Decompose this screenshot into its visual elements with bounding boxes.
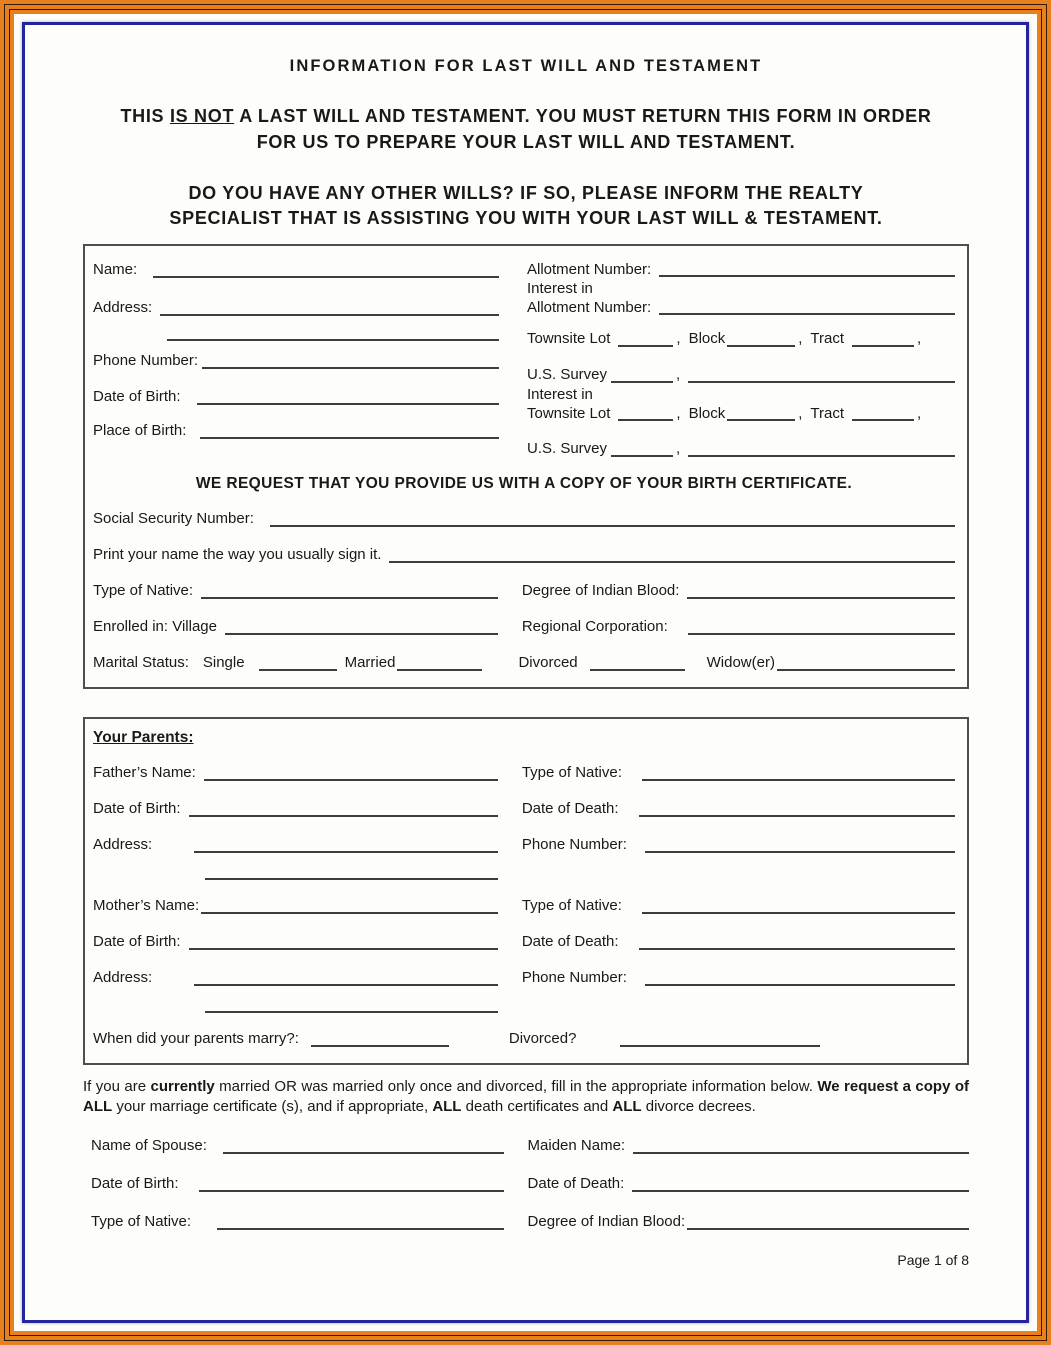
address-label: Address: [93,299,153,316]
note-text: death certificates and [461,1097,613,1115]
divorced-field-line[interactable] [590,668,685,671]
empty-cell [522,877,955,882]
warning-text-post: A LAST WILL AND TESTAMENT. YOU MUST RETURN THIS FORM IN ORDER FOR US TO PREPARE YOUR LAST WILL AND TESTAMENT. [234,106,932,152]
comma: , [917,405,922,422]
pob-label: Place of Birth: [93,422,187,439]
father-address-continued [93,877,498,882]
dob-label: Date of Birth: [93,388,181,405]
us-survey-line-2a[interactable] [611,454,673,457]
spouse-native-field-line[interactable] [217,1227,503,1230]
comma: , [676,440,681,457]
block-line[interactable] [727,344,795,347]
father-address2-row [93,877,955,882]
personal-columns [93,260,955,459]
interest-in-label: Interest in [527,386,593,403]
comma: , [917,330,922,347]
ssn-row [93,509,955,529]
allotment-label: Allotment Number: [527,261,652,278]
parents-marry-row [93,1029,955,1049]
mother-dob-field-line[interactable] [189,947,498,950]
father-dob-field-line[interactable] [189,814,498,817]
comma: , [798,405,803,422]
townsite-lot-line[interactable] [618,344,673,347]
note-bold-all-1: ALL [432,1097,462,1115]
us-survey-row-1 [527,365,955,385]
dob-row [93,387,499,407]
father-address [93,835,498,855]
father-dod [522,799,955,819]
townsite-label: Townsite Lot [527,405,611,422]
dod-label: Date of Death: [527,1175,625,1192]
interest-in-label: Interest in [527,280,593,297]
address-row [93,298,499,318]
form-title: INFORMATION FOR LAST WILL AND TESTAMENT [289,57,763,75]
enrolled-label: Enrolled in: Village [93,618,217,635]
comma: , [676,405,681,422]
dob-label: Date of Birth: [93,933,181,950]
regional-corp-label: Regional Corporation: [521,618,668,635]
native-degree-row [93,581,955,601]
spouse-degree [528,1212,969,1232]
spouse-name [91,1136,504,1156]
mother-dod [522,932,955,952]
mother-address-field-line[interactable] [194,983,498,986]
parents-divorced-field-line[interactable] [620,1044,820,1047]
print-name-label: Print your name the way you usually sign it. [93,546,382,563]
note-bold-all-2: ALL [612,1097,642,1115]
father-phone [522,835,955,855]
father-name [93,763,498,783]
marriage-instructions [83,1077,969,1116]
father-address-field-line-2[interactable] [205,877,498,880]
regional-corp-field-line[interactable] [688,632,955,635]
parents-box [83,717,969,1065]
mother-address2-row [93,1010,955,1015]
mother-phone-field-line[interactable] [645,983,955,986]
comma: , [676,366,681,383]
father-phone-field-line[interactable] [645,850,955,853]
ssn-field-line[interactable] [270,524,955,527]
spouse-dates-row [83,1174,969,1194]
print-name-row [93,545,955,565]
us-survey-line-a[interactable] [611,380,673,383]
pob-row [93,421,499,441]
married-label: Married [344,654,396,671]
personal-info-box [83,244,969,689]
comma: , [798,330,803,347]
other-wills-notice: DO YOU HAVE ANY OTHER WILLS? IF SO, PLEASE INFORM THE REALTY SPECIALIST THAT IS ASSISTING YOU WITH YOUR LAST WILL & TESTAMENT. [169,183,883,228]
phone-label: Phone Number: [93,352,199,369]
type-of-native-label: Type of Native: [91,1213,192,1230]
marital-status-label: Marital Status: [93,654,189,671]
interest-allotment-field-line[interactable] [659,312,955,315]
address-field-line[interactable] [160,313,499,316]
address-continued-row [93,338,499,343]
father-address-field-line[interactable] [194,850,498,853]
us-survey-line-2b[interactable] [688,454,955,457]
spouse-name-row [83,1136,969,1156]
townsite-row-2 [527,404,955,423]
interest-allotment-row [527,298,955,317]
phone-field-line[interactable] [202,366,499,369]
note-text: divorce decrees. [641,1097,756,1115]
enrolled-row [93,617,498,637]
mother-name [93,896,498,916]
father-name-row [93,763,955,783]
ssn-label: Social Security Number: [93,510,254,527]
father-native-field-line[interactable] [642,778,955,781]
tract-label: Tract [810,330,845,347]
content-area [22,22,1029,1323]
mother-address [93,968,498,988]
mother-dates-row [93,932,955,952]
parents-heading: Your Parents: [93,729,194,746]
single-label: Single [202,654,245,671]
block-line-2[interactable] [727,418,795,421]
name-label: Name: [93,261,138,278]
maiden-name-field-line[interactable] [633,1151,969,1154]
spouse-dob-field-line[interactable] [199,1189,504,1192]
mother-address-continued [93,1010,498,1015]
interest-in-line-2 [527,385,955,404]
personal-left-column [93,260,499,459]
mother-name-label: Mother’s Name: [93,897,200,914]
degree-blood-field-line[interactable] [687,596,955,599]
note-text: married OR was married only once and divorced, fill in the appropriate information below. [214,1078,818,1095]
block-label: Block [688,405,726,422]
townsite-label: Townsite Lot [527,330,611,347]
mother-phone [522,968,955,988]
father-address-row [93,835,955,855]
us-survey-line-b[interactable] [688,380,955,383]
empty-cell [522,1010,955,1015]
townsite-row-1 [527,329,955,349]
spouse-native [91,1212,504,1232]
dob-field-line[interactable] [197,402,499,405]
divorced-label: Divorced [518,654,578,671]
note-bold-request: We request a copy of ALL [83,1078,970,1115]
not-a-will-warning [111,103,941,155]
mother-address-field-line-2[interactable] [205,1010,498,1013]
warning-text-underlined: IS NOT [169,106,235,126]
divorced-question-label: Divorced? [508,1030,577,1047]
note-text: your marriage certificate (s), and if appropriate, [112,1097,433,1115]
father-native [522,763,955,783]
father-dod-field-line[interactable] [639,814,955,817]
spouse-native-row [83,1212,969,1232]
type-of-native-field-line[interactable] [201,596,498,599]
personal-right-column [527,260,955,459]
phone-label: Phone Number: [521,969,627,986]
enrolled-field-line[interactable] [225,632,498,635]
widow-field-line[interactable] [777,668,955,671]
marry-field-line[interactable] [311,1044,449,1047]
father-dates-row [93,799,955,819]
interest-in-line-1 [527,279,955,298]
type-of-native-label: Type of Native: [521,764,622,781]
spouse-name-label: Name of Spouse: [91,1137,207,1154]
marital-status-row [93,653,955,673]
tract-label: Tract [810,405,845,422]
tract-line[interactable] [852,344,914,347]
block-label: Block [688,330,726,347]
spouse-degree-field-line[interactable] [687,1227,969,1230]
degree-blood-label: Degree of Indian Blood: [527,1213,686,1230]
maiden-name-label: Maiden Name: [527,1137,626,1154]
maiden-name [528,1136,969,1156]
address-label: Address: [93,969,153,986]
father-name-field-line[interactable] [204,778,498,781]
us-survey-row-2 [527,439,955,459]
townsite-lot-line-2[interactable] [618,418,673,421]
spouse-name-field-line[interactable] [223,1151,504,1154]
name-field-line[interactable] [153,275,499,278]
print-name-field-line[interactable] [389,560,955,563]
comma: , [676,330,681,347]
type-of-native-label: Type of Native: [93,582,194,599]
note-bold-currently: currently [150,1078,215,1095]
father-name-label: Father’s Name: [93,764,196,781]
spouse-dob [91,1174,504,1194]
father-dob [93,799,498,819]
type-of-native-label: Type of Native: [521,897,622,914]
spouse-dod-field-line[interactable] [632,1189,969,1192]
widow-label: Widow(er) [706,654,775,671]
pob-field-line[interactable] [200,436,499,439]
mother-address-row [93,968,955,988]
married-field-line[interactable] [397,668,482,671]
enrolled-corp-row [93,617,955,637]
dod-label: Date of Death: [521,800,619,817]
birth-certificate-note: WE REQUEST THAT YOU PROVIDE US WITH A COPY OF YOUR BIRTH CERTIFICATE. [195,475,853,492]
address-field-line-2[interactable] [167,338,499,341]
dob-label: Date of Birth: [91,1175,179,1192]
marry-question-label: When did your parents marry?: [93,1030,299,1047]
mother-name-field-line[interactable] [201,911,498,914]
mother-dod-field-line[interactable] [639,947,955,950]
address-label: Address: [93,836,153,853]
mother-name-row [93,896,955,916]
note-text: If you are [83,1078,151,1095]
dod-label: Date of Death: [521,933,619,950]
interest-allotment-label: Allotment Number: [527,299,652,316]
us-survey-label: U.S. Survey [527,366,608,383]
degree-blood-label: Degree of Indian Blood: [521,582,680,599]
single-field-line[interactable] [259,668,337,671]
warning-text-pre: THIS [120,106,170,126]
mother-native [522,896,955,916]
mother-native-field-line[interactable] [642,911,955,914]
mother-dob [93,932,498,952]
allotment-field-line[interactable] [659,274,955,277]
degree-blood-row [522,581,955,601]
allotment-row [527,260,955,279]
name-row [93,260,499,280]
dob-label: Date of Birth: [93,800,181,817]
spouse-dod [528,1174,969,1194]
regional-corp-row [522,617,955,637]
tract-line-2[interactable] [852,418,914,421]
phone-row [93,351,499,371]
page-number: Page 1 of 8 [897,1252,969,1268]
phone-label: Phone Number: [521,836,627,853]
type-of-native-row [93,581,498,601]
us-survey-label: U.S. Survey [527,440,608,457]
